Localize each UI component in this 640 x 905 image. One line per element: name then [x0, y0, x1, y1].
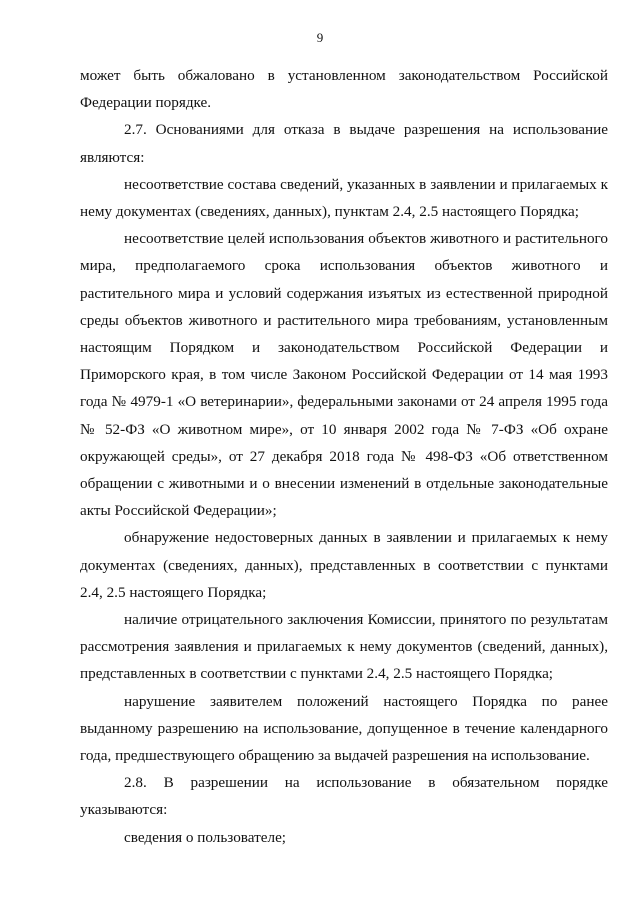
paragraph-section-2-7: 2.7. Основаниями для отказа в выдаче разрешения на использование являются: [80, 121, 608, 166]
paragraph-permit-content-1: сведения о пользователе; [124, 828, 287, 846]
paragraph-refusal-ground-4: наличие отрицательного заключения Комиссии, принятого по результатам рассмотрения заявления и прилагаемых к нему документов (сведений, данных), представленных в соответствии с пунктами 2.4, 2.5 настоящего Порядка; [80, 611, 608, 683]
paragraph-refusal-ground-5: нарушение заявителем положений настоящего Порядка по ранее выданному разрешению на использование, допущенное в течение календарного года, предшествующего обращению за выдачей разрешения на использование. [80, 692, 608, 765]
page-number: 9 [316, 30, 324, 45]
paragraph-refusal-ground-3: обнаружение недостоверных данных в заявлении и прилагаемых к нему документах (сведениях, данных), представленных в соответствии с пунктами 2.4, 2.5 настоящего Порядка; [80, 529, 608, 601]
paragraph-section-2-8: 2.8. В разрешении на использование в обязательном порядке указываются: [80, 774, 608, 819]
paragraph-refusal-ground-2: несоответствие целей использования объектов животного и растительного мира, предполагаемого срока использования объектов животного и растительного мира и условий содержания изъятых из естественной природной среды объектов животного и растительного мира требованиям, установленным настоящим Порядком и законодательством Российской Федерации и Приморского края, в том числе Законом Российской Федерации от 14 мая 1993 года № 4979-1 «О ветеринарии», федеральными законами от 24 апреля 1995 года № 52-ФЗ «О животном мире», от 10 января 2002 года № 7-ФЗ «Об охране окружающей среды», от 27 декабря 2018 года № 498-ФЗ «Об ответственном обращении с животными и о внесении изменений в отдельные законодательные акты Российской Федерации»; [80, 230, 608, 520]
document-body [80, 62, 608, 851]
paragraph-refusal-ground-1: несоответствие состава сведений, указанных в заявлении и прилагаемых к нему документах (сведениях, данных), пунктам 2.4, 2.5 настоящего Порядка; [80, 175, 608, 221]
paragraph-continuation: может быть обжаловано в установленном законодательством Российской Федерации порядке. [80, 67, 608, 112]
